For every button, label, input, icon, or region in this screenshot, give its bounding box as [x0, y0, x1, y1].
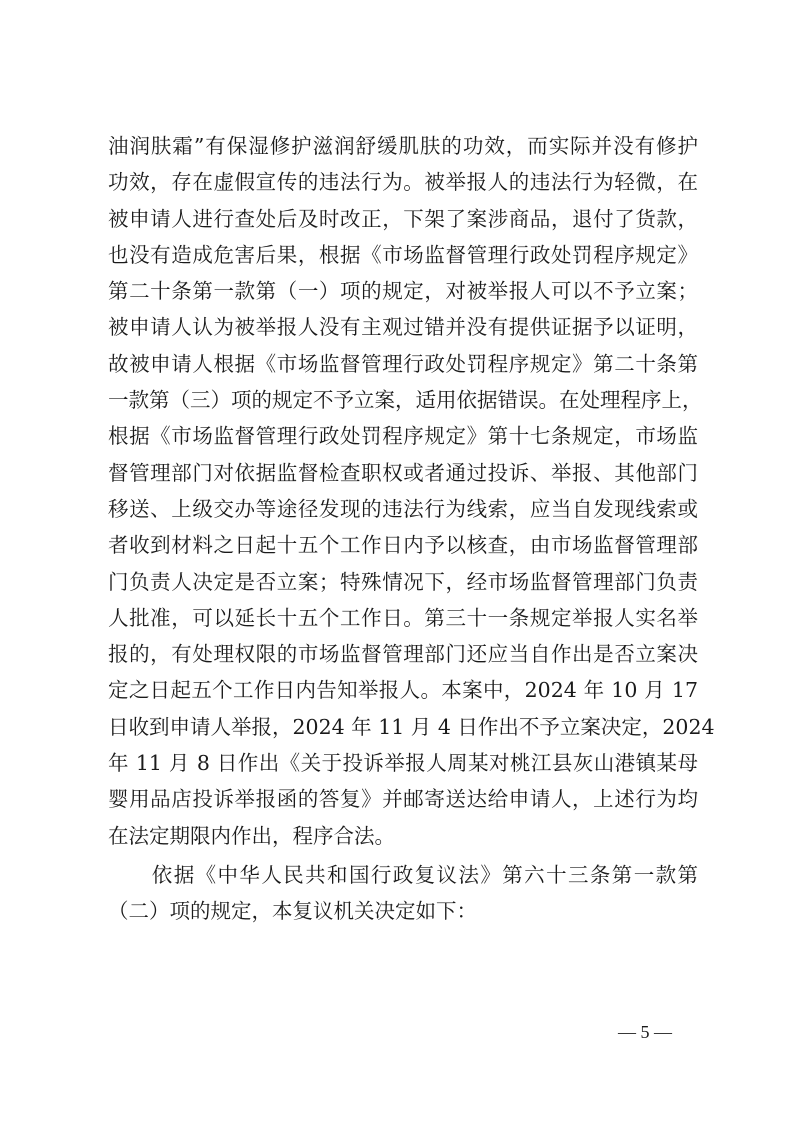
text-line: 也没有造成危害后果，根据《市场监督管理行政处罚程序规定》 [108, 242, 698, 267]
text-line: 督管理部门对依据监督检查职权或者通过投诉、举报、其他部门 [108, 460, 698, 485]
text-line: （二）项的规定，本复议机关决定如下： [108, 899, 477, 924]
text-line: 年 11 月 8 日作出《关于投诉举报人周某对桃江县灰山港镇某母 [108, 751, 698, 776]
text-line: 移送、上级交办等途径发现的违法行为线索，应当自发现线索或 [108, 496, 698, 521]
text-line: 第二十条第一款第（一）项的规定，对被举报人可以不予立案； [108, 279, 698, 304]
page-number: — 5 — [618, 1022, 672, 1042]
text-line: 被申请人认为被举报人没有主观过错并没有提供证据予以证明， [108, 315, 698, 340]
text-line: 油润肤霜”有保湿修护滋润舒缓肌肤的功效，而实际并没有修护 [108, 134, 698, 158]
text-line: 被申请人进行查处后及时改正，下架了案涉商品，退付了货款， [108, 206, 698, 231]
text-line: 门负责人决定是否立案；特殊情况下，经市场监督管理部门负责 [108, 569, 698, 594]
text-line: 一款第（三）项的规定不予立案，适用依据错误。在处理程序上， [108, 388, 703, 413]
text-line: 依据《中华人民共和国行政复议法》第六十三条第一款第 [108, 862, 698, 887]
text-line: 功效，存在虚假宣传的违法行为。被举报人的违法行为轻微，在 [108, 170, 698, 195]
text-line: 在法定期限内作出，程序合法。 [108, 823, 395, 848]
text-line: 故被申请人根据《市场监督管理行政处罚程序规定》第二十条第 [108, 351, 698, 376]
text-line: 者收到材料之日起十五个工作日内予以核查，由市场监督管理部 [108, 533, 698, 558]
text-line: 定之日起五个工作日内告知举报人。本案中，2024 年 10 月 17 [108, 678, 698, 703]
text-line: 婴用品店投诉举报函的答复》并邮寄送达给申请人，上述行为均 [108, 787, 698, 812]
body-text [108, 128, 715, 930]
text-line: 根据《市场监督管理行政处罚程序规定》第十七条规定，市场监 [108, 424, 698, 449]
paragraph [108, 128, 715, 854]
text-line: 人批准，可以延长十五个工作日。第三十一条规定举报人实名举 [108, 605, 698, 630]
text-line: 报的，有处理权限的市场监督管理部门还应当自作出是否立案决 [108, 642, 698, 667]
paragraph [108, 857, 698, 930]
text-line: 日收到申请人举报，2024 年 11 月 4 日作出不予立案决定，2024 [108, 714, 715, 739]
